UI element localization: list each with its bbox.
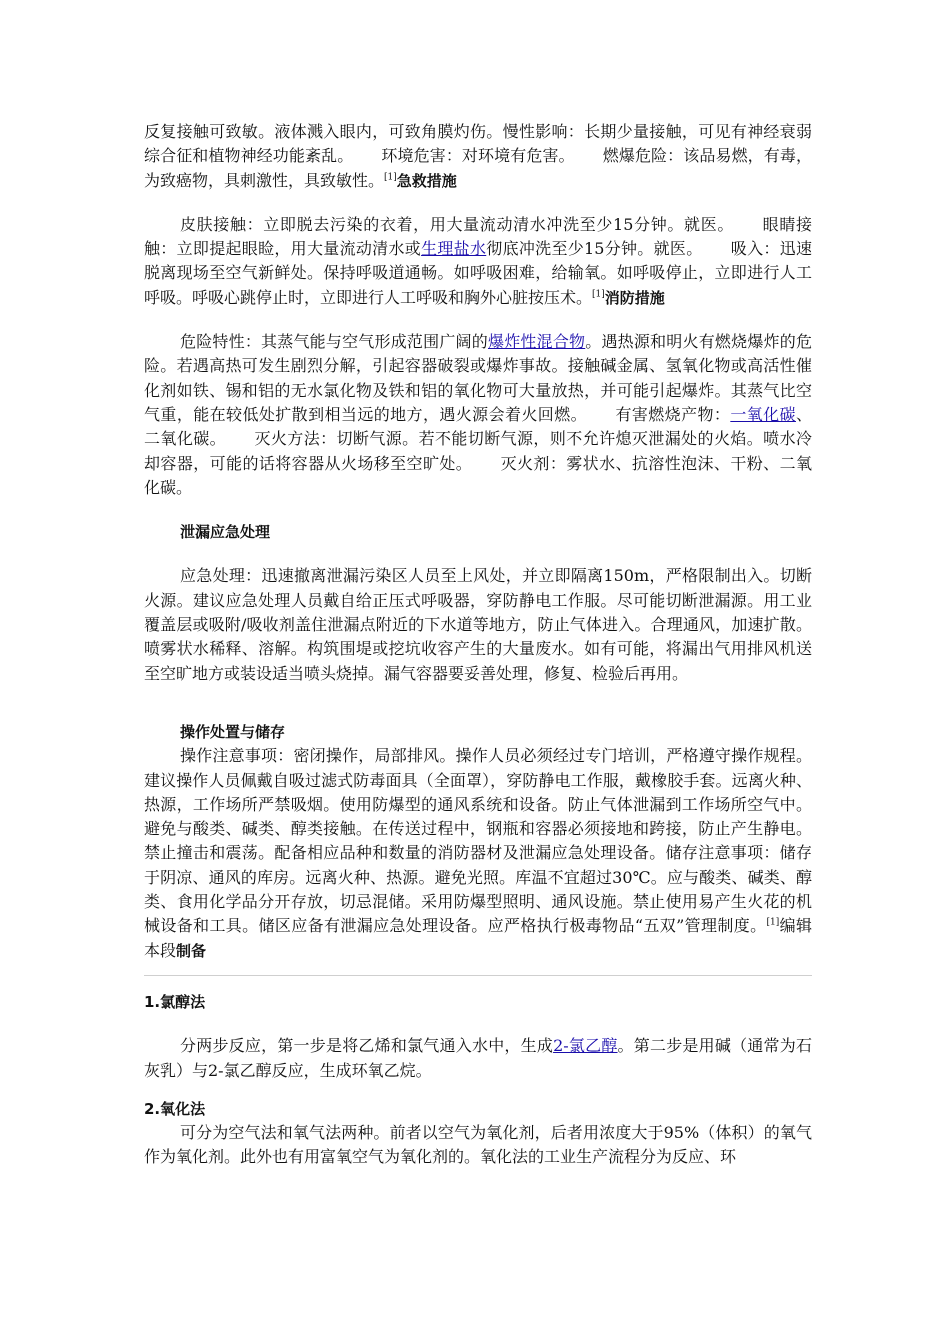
chlorohydrin-text-a: 分两步反应，第一步是将乙烯和氯气通入水中，生成	[180, 1036, 554, 1056]
preparation-heading: 制备	[176, 941, 207, 960]
fire-text-b: 。遇热源和明火有燃烧爆炸的危险。若遇高热可发生剧烈分解，引起容器破裂或爆炸事故。接触碱金属、氢氧化物或高活性催化剂如铁、锡和铝的无水氯化物及铁和铝的氧化物可大量放热，并可能引起爆炸。其蒸气比空气重，能在较低处扩散到相当远的地方，遇火源会着火回燃。	[144, 332, 812, 424]
fire-text-f: 灭火剂：雾状水、抗溶性泡沫、干粉、二氧化碳。	[144, 453, 812, 497]
explosive-mixture-link[interactable]: 爆炸性混合物	[487, 332, 586, 352]
intro-paragraph	[144, 120, 812, 193]
fire-paragraph	[144, 330, 812, 500]
chloroethanol-link[interactable]: 2-氯乙醇	[553, 1036, 618, 1056]
first-aid-paragraph	[144, 213, 812, 310]
leak-heading: 泄漏应急处理	[180, 523, 271, 542]
intro-text-a: 反复接触可致敏。液体溅入眼内，可致角膜灼伤。慢性影响：长期少量接触，可见有神经衰弱综合征和植物神经功能紊乱。	[144, 122, 812, 166]
storage-paragraph	[144, 744, 812, 963]
storage-heading: 操作处置与储存	[180, 722, 286, 741]
first-aid-text-d: 吸入：迅速脱离现场至空气新鲜处。保持呼吸道通畅。如呼吸困难，给输氧。如呼吸停止，立即进行人工呼吸。呼吸心跳停止时，立即进行人工呼吸和胸外心脏按压术。	[144, 239, 812, 307]
chlorohydrin-heading: 1.氯醇法	[144, 992, 206, 1011]
chlorohydrin-text-b: 。第二步是用碱（通常为石灰乳）与2-氯乙醇反应，生成环氧乙烷。	[144, 1036, 812, 1080]
fire-text-e: 灭火方法：切断气源。若不能切断气源，则不允许熄灭泄漏处的火焰。喷水冷却容器，可能的话将容器从火场移至空旷处。	[144, 429, 812, 473]
intro-text-c: 燃爆危险：该品易燃，有毒，为致癌物，具刺激性，具致敏性。	[144, 146, 812, 190]
first-aid-text-c: 彻底冲洗至少15分钟。就医。	[486, 239, 703, 259]
fire-heading: 消防措施	[604, 288, 665, 307]
chlorohydrin-paragraph	[144, 1034, 812, 1083]
fire-text-d: 、二氧化碳。	[144, 404, 812, 449]
carbon-monoxide-link[interactable]: 一氧化碳	[730, 404, 796, 424]
storage-text: 操作注意事项：密闭操作，局部排风。操作人员必须经过专门培训，严格遵守操作规程。建议操作人员佩戴自吸过滤式防毒面具（全面罩），穿防静电工作服，戴橡胶手套。远离火种、热源，工作场所严禁吸烟。使用防爆型的通风系统和设备。防止气体泄漏到工作场所空气中。避免与酸类、碱类、醇类接触。在传送过程中，钢瓶和容器必须接地和跨接，防止产生静电。禁止撞击和震荡。配备相应品种和数量的消防器材及泄漏应急处理设备。储存注意事项：储存于阴凉、通风的库房。远离火种、热源。避免光照。库温不宜超过30℃。应与酸类、碱类、醇类、食用化学品分开存放，切忌混储。采用防爆型照明、通风设施。禁止使用易产生火花的机械设备和工具。储区应备有泄漏应急处理设备。应严格执行极毒物品“五双”管理制度。	[144, 746, 812, 936]
fire-text-a: 危险特性：其蒸气能与空气形成范围广阔的	[180, 332, 488, 352]
reference-marker[interactable]: [1]	[766, 917, 780, 928]
fire-text-c: 有害燃烧产物：	[615, 404, 731, 424]
first-aid-text-b: 眼睛接触：立即提起眼睑，用大量流动清水或	[144, 214, 812, 259]
saline-link[interactable]: 生理盐水	[421, 239, 487, 259]
document-page	[144, 120, 812, 1170]
section-divider	[144, 975, 812, 976]
first-aid-text-a: 皮肤接触：立即脱去污染的衣着，用大量流动清水冲洗至少15分钟。就医。	[180, 214, 735, 234]
intro-text-b: 环境危害：对环境有危害。	[381, 146, 575, 166]
edit-section-link[interactable]: 编辑本段	[144, 916, 812, 960]
leak-paragraph: 应急处理：迅速撤离泄漏污染区人员至上风处，并立即隔离150m，严格限制出入。切断火源。建议应急处理人员戴自给正压式呼吸器，穿防静电工作服。尽可能切断泄漏源。用工业覆盖层或吸附/吸收剂盖住泄漏点附近的下水道等地方，防止气体进入。合理通风，加速扩散。喷雾状水稀释、溶解。构筑围堤或挖坑收容产生的大量废水。如有可能，将漏出气用排风机送至空旷地方或装设适当喷头烧掉。漏气容器要妥善处理，修复、检验后再用。	[144, 566, 812, 683]
oxidation-paragraph: 可分为空气法和氧气法两种。前者以空气为氧化剂，后者用浓度大于95%（体积）的氧气作为氧化剂。此外也有用富氧空气为氧化剂的。氧化法的工业生产流程分为反应、环	[144, 1123, 812, 1167]
oxidation-heading: 2.氧化法	[144, 1099, 206, 1118]
reference-marker[interactable]: [1]	[384, 172, 397, 183]
first-aid-heading: 急救措施	[396, 171, 457, 190]
reference-marker[interactable]: [1]	[592, 289, 605, 300]
